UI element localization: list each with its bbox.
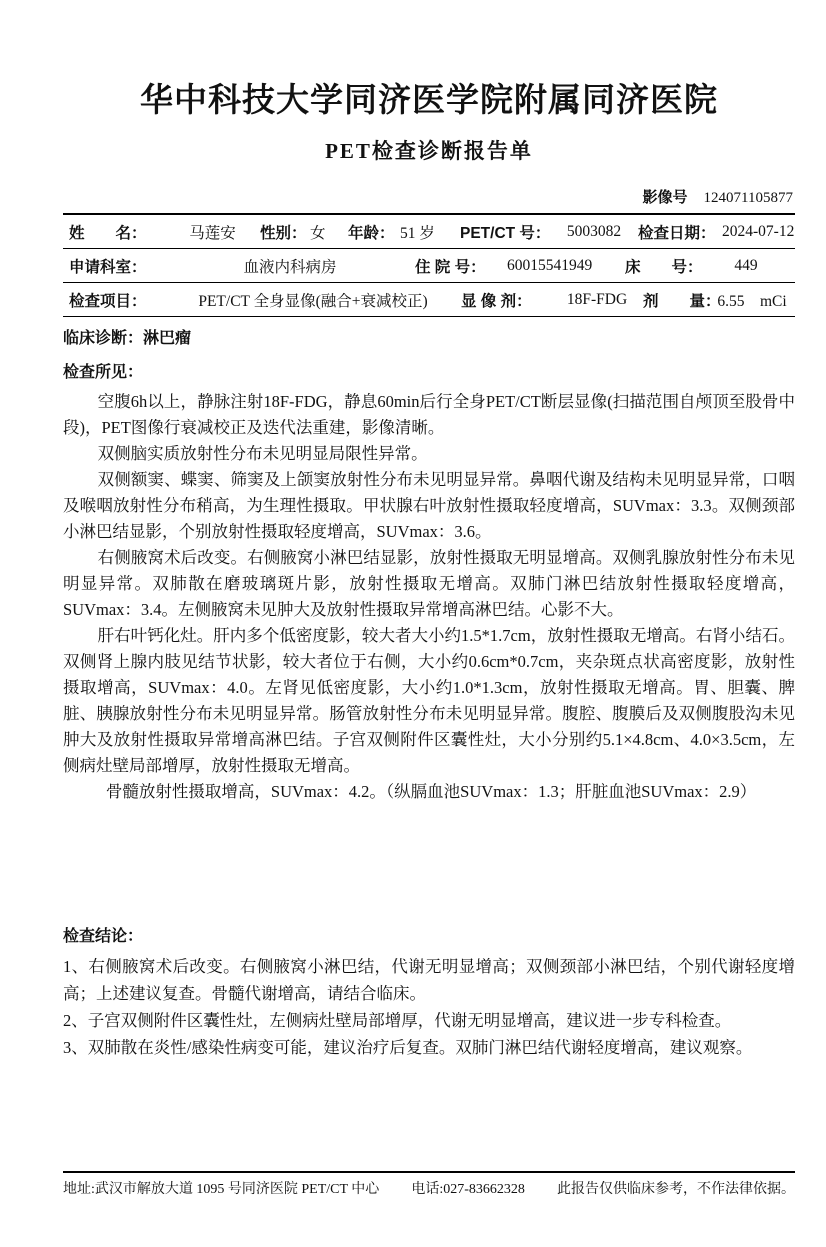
findings-heading: 检查所见： — [63, 364, 144, 381]
conclusion-item: 3、双肺散在炎性/感染性病变可能，建议治疗后复查。双肺门淋巴结代谢轻度增高，建议观察。 — [63, 1038, 753, 1057]
findings-paragraph: 双侧脑实质放射性分布未见明显局限性异常。 — [97, 444, 428, 463]
image-number-value: 124071105877 — [703, 190, 793, 206]
findings-paragraph: 右侧腋窝术后改变。右侧腋窝小淋巴结显影，放射性摄取无明显增高。双侧乳腺放射性分布未见明显异常。双肺散在磨玻璃斑片影，放射性摄取无增高。双肺门淋巴结放射性摄取轻度增高，SUVmax：3.4。左侧腋窝未见肿大及放射性摄取异常增高淋巴结。心影不大。 — [63, 548, 795, 619]
name-label: 姓 名： — [69, 224, 147, 242]
clinical-diagnosis-value: 淋巴瘤 — [143, 330, 192, 347]
report-title: PET检查诊断报告单 — [325, 139, 533, 163]
sex-label: 性别： — [260, 224, 307, 242]
conclusion-item: 1、右侧腋窝术后改变。右侧腋窝小淋巴结，代谢无明显增高；双侧颈部小淋巴结，个别代谢轻度增高；上述建议复查。骨髓代谢增高，请结合临床。 — [63, 957, 795, 1003]
exam-date-label: 检查日期： — [638, 224, 716, 242]
hospital-name: 华中科技大学同济医学院附属同济医院 — [140, 83, 718, 119]
image-number-label: 影像号 — [642, 189, 688, 206]
findings-paragraph: 肝右叶钙化灶。肝内多个低密度影，较大者大小约1.5*1.7cm，放射性摄取无增高。右肾小结石。双侧肾上腺内肢见结节状影，较大者位于右侧，大小约0.6cm*0.7cm，夹杂斑点状高密度影，放射性摄取增高，SUVmax：4.0。左肾见低密度影，大小约1.0*1.3cm，放射性摄取无增高。胃、胆囊、脾脏、胰腺放射性分布未见明显异常。肠管放射性分布未见明显异常。腹腔、腹膜后及双侧腹股沟未见肿大及放射性摄取异常增高淋巴结。子宫双侧附件区囊性灶，大小分别约5.1×4.8cm、4.0×3.5cm，左侧病灶壁局部增厚，放射性摄取无增高。 — [63, 626, 795, 775]
findings-paragraph: 双侧额窦、蝶窦、筛窦及上颌窦放射性分布未见明显异常。鼻咽代谢及结构未见明显异常，口咽及喉咽放射性分布稍高，为生理性摄取。甲状腺右叶放射性摄取轻度增高，SUVmax：3.3。双侧颈部小淋巴结显影，个别放射性摄取轻度增高，SUVmax：3.6。 — [63, 470, 795, 541]
findings-paragraph: 骨髓放射性摄取增高，SUVmax：4.2。（纵膈血池SUVmax：1.3；肝脏血池SUVmax：2.9） — [105, 782, 757, 801]
clinical-diagnosis-label: 临床诊断： — [63, 330, 144, 347]
clinical-diagnosis-row — [63, 326, 795, 352]
admission-no-value: 60015541949 — [507, 256, 593, 274]
bed-no-value: 449 — [734, 256, 758, 274]
petct-no-label: PET/CT 号： — [460, 224, 551, 242]
patient-info-row-2 — [63, 249, 795, 283]
footer-disclaimer: 此报告仅供临床参考，不作法律依据。 — [557, 1182, 795, 1197]
footer-address: 地址:武汉市解放大道 1095 号同济医院 PET/CT 中心 — [63, 1182, 380, 1197]
patient-name: 马莲安 — [189, 224, 236, 242]
tracer-label: 显 像 剂： — [461, 292, 532, 310]
exam-item-value: PET/CT 全身显像(融合+衰减校正) — [198, 292, 428, 310]
patient-info-row-3 — [63, 283, 795, 317]
dose-label: 剂 量： — [643, 292, 721, 310]
report-page — [0, 78, 826, 1247]
exam-date-value: 2024-07-12 — [722, 222, 795, 240]
findings-paragraph: 空腹6h以上，静脉注射18F-FDG，静息60min后行全身PET/CT断层显像(扫描范围自颅顶至股骨中段)，PET图像行衰减校正及迭代法重建，影像清晰。 — [63, 392, 795, 437]
bed-no-label: 床 号： — [625, 258, 703, 276]
admission-no-label: 住 院 号： — [415, 258, 486, 276]
patient-age: 51 岁 — [400, 224, 435, 242]
patient-info-table — [63, 213, 795, 317]
patient-sex: 女 — [310, 224, 326, 242]
dose-value: 6.55 mCi — [717, 292, 787, 310]
image-number-row — [63, 188, 795, 208]
age-label: 年龄： — [348, 224, 395, 242]
patient-info-row-1 — [63, 215, 795, 249]
tracer-value: 18F-FDG — [566, 290, 628, 308]
request-dept-label: 申请科室： — [69, 258, 147, 276]
findings-body — [63, 389, 795, 805]
conclusion-body — [63, 953, 795, 1061]
report-footer — [63, 1171, 795, 1199]
exam-item-label: 检查项目： — [69, 292, 147, 310]
conclusion-heading: 检查结论： — [63, 928, 144, 945]
petct-no-value: 5003082 — [566, 222, 622, 240]
conclusion-item: 2、子宫双侧附件区囊性灶，左侧病灶壁局部增厚，代谢无明显增高，建议进一步专科检查。 — [63, 1011, 732, 1030]
request-dept-value: 血液内科病房 — [243, 258, 337, 276]
footer-phone: 电话:027-83662328 — [411, 1182, 525, 1197]
